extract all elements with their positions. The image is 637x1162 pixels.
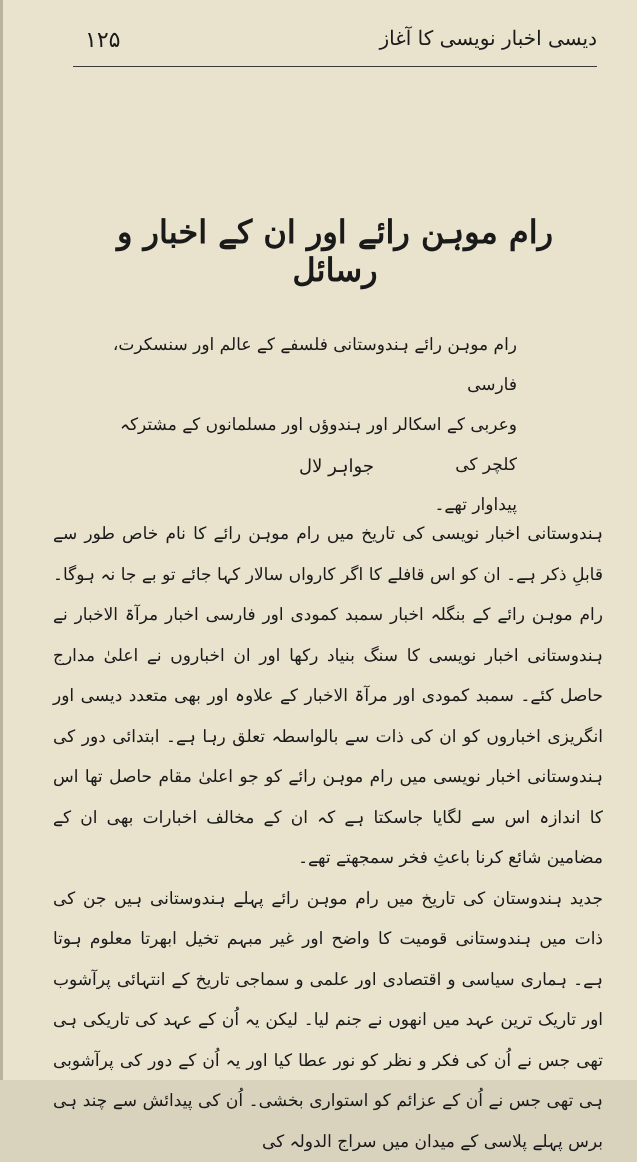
chapter-title: رام موہن رائے اور ان کے اخبار و رسائل: [113, 213, 557, 289]
epigraph-line: پیداوار تھے۔: [97, 485, 517, 525]
paragraph: ہندوستانی اخبار نویسی کی تاریخ میں رام موہن رائے کا نام خاص طور سے قابلِ ذکر ہے۔ ان کو اس قافلے کا اگر کارواں سالار کہا جائے تو بے جا نہ ہوگا۔ رام موہن رائے کے بنگلہ اخبار سمبد کمودی اور فارسی اخبار مرآۃ الاخبار نے ہندوستانی اخبار نویسی کا سنگ بنیاد رکھا اور ان اخباروں نے اعلیٰ مدارج حاصل کئے۔ سمبد کمودی اور مرآۃ الاخبار کے علاوہ اور بھی متعدد دیسی اور انگریزی اخباروں کو ان کی ذات سے بالواسطہ تعلق رہا ہے۔ ابتدائی دور کی ہندوستانی اخبار نویسی میں رام موہن رائے کو جو اعلیٰ مقام حاصل تھا اس کا اندازہ اس سے لگایا جاسکتا ہے کہ ان کے مخالف اخبارات بھی ان کے مضامین شائع کرنا باعثِ فخر سمجھتے تھے۔: [53, 514, 603, 879]
header-rule: [73, 66, 597, 67]
running-head: دیسی اخبار نویسی کا آغاز: [380, 26, 597, 50]
paragraph: جدید ہندوستان کی تاریخ میں رام موہن رائے پہلے ہندوستانی ہیں جن کی ذات میں ہندوستانی قومیت کا واضح اور غیر مبہم تخیل ابھرتا معلوم ہوتا ہے۔ ہماری سیاسی و اقتصادی اور علمی و سماجی تاریخ کے انتہائی پرآشوب اور تاریک ترین عہد میں انھوں نے جنم لیا۔ لیکن یہ اُن کے عہد کی تاریکی ہی تھی جس نے اُن کی فکر و نظر کو نور عطا کیا اور یہ اُن کے دور کی پرآشوبی ہی تھی جس نے اُن کے عزائم کو استواری بخشی۔ اُن کی پیدائش سے چند ہی برس پہلے پلاسی کے میدان میں سراج الدولہ کی: [53, 879, 603, 1162]
epigraph-line: وعربی کے اسکالر اور ہندوؤں اور مسلمانوں کے مشترکہ کلچر کی: [97, 405, 517, 485]
epigraph-line: رام موہن رائے ہندوستانی فلسفے کے عالم اور سنسکرت، فارسی: [97, 325, 517, 405]
epigraph: [97, 325, 517, 525]
page-number: ۱۲۵: [85, 28, 120, 53]
body-text: [53, 514, 603, 1162]
epigraph-attribution: جواہر لال: [299, 456, 374, 477]
